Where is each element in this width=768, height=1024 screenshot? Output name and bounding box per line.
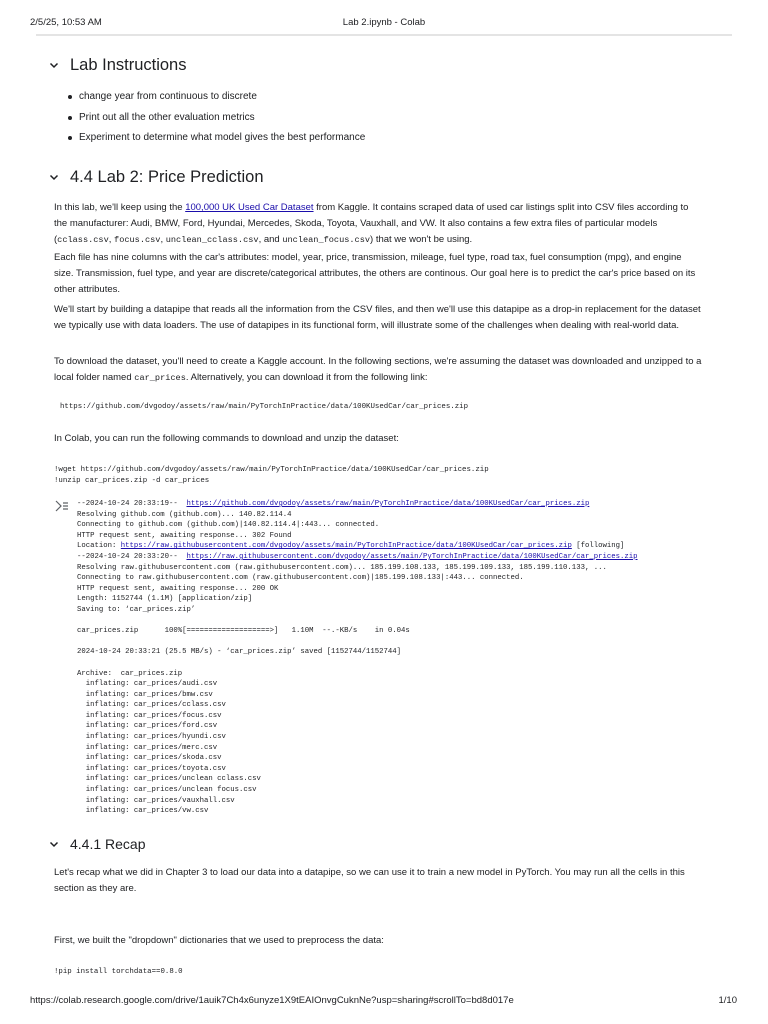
output-line: inflating: car_prices/focus.csv xyxy=(77,711,222,720)
section-heading: 4.4 Lab 2: Price Prediction xyxy=(70,167,264,186)
paragraph: In this lab, we'll keep using the 100,000 UK Used Car Dataset from Kaggle. It contains scraped data of used car listings split into CSV files according to the manufacturer: Audi, BMW, Ford, Hyundai, Mercedes, Skoda, Toyota, Vauxhall, and VW. It also contains a few extra files of particular models (cclass.csv, focus.csv, unclean_cclass.csv, and unclean_focus.csv) that we won't be using. xyxy=(54,202,689,245)
list-item: Print out all the other evaluation metrics xyxy=(79,111,365,132)
output-line: car_prices.zip 100%[===================>] 1.10M --.-KB/s in 0.04s xyxy=(77,627,410,636)
print-title: Lab 2.ipynb - Colab xyxy=(342,17,426,28)
output-line: inflating: car_prices/ford.csv xyxy=(77,722,218,731)
chevron-down-icon[interactable] xyxy=(48,169,64,185)
code-line[interactable]: !unzip car_prices.zip -d car_prices xyxy=(54,477,210,485)
paragraph: First, we built the "dropdown" dictionaries that we used to preprocess the data: xyxy=(54,935,384,946)
paragraph: We'll start by building a datapipe that reads all the information from the CSV files, and then we'll use this datapipe as a drop-in replacement for the dataset we typically use with data loaders. The use of datapipes in its functional form, will illustrate some of the challenges when dealing with real-world data. xyxy=(54,304,701,331)
output-link[interactable]: https://github.com/dvgodoy/assets/raw/main/PyTorchInPractice/data/100KUsedCar/car_prices.zip xyxy=(186,500,590,508)
instructions-list xyxy=(79,90,365,152)
output-line: 2024-10-24 20:33:21 (25.5 MB/s) - ‘car_prices.zip’ saved [1152744/1152744] xyxy=(77,648,402,657)
output-line: Connecting to github.com (github.com)|140.82.114.4|:443... connected. xyxy=(77,521,380,530)
output-line: --2024-10-24 20:33:19-- https://github.com/dvgodoy/assets/raw/main/PyTorchInPractice/data/100KUsedCar/car_prices.zip xyxy=(77,500,590,508)
header-divider xyxy=(36,34,732,36)
cell-output xyxy=(77,499,638,817)
print-datetime: 2/5/25, 10:53 AM xyxy=(30,17,102,28)
download-link-block: https://github.com/dvgodoy/assets/raw/main/PyTorchInPractice/data/100KUsedCar/car_prices.zip xyxy=(60,403,469,411)
output-line: inflating: car_prices/vw.csv xyxy=(77,807,209,816)
output-line xyxy=(77,637,638,648)
section-recap[interactable] xyxy=(48,833,146,855)
dataset-link[interactable]: 100,000 UK Used Car Dataset xyxy=(185,202,314,213)
code-line[interactable]: !wget https://github.com/dvgodoy/assets/raw/main/PyTorchInPractice/data/100KUsedCar/car_prices.zip xyxy=(54,466,489,474)
output-line: HTTP request sent, awaiting response... 200 OK xyxy=(77,584,279,593)
paragraph: In Colab, you can run the following commands to download and unzip the dataset: xyxy=(54,433,399,444)
paragraph: Let's recap what we did in Chapter 3 to load our data into a datapipe, so we can use it to train a new model in PyTorch. You may run all the cells in this section as they are. xyxy=(54,867,685,894)
output-line: Connecting to raw.githubusercontent.com (raw.githubusercontent.com)|185.199.108.133|:443... connected. xyxy=(77,574,524,583)
page-number: 1/10 xyxy=(718,995,737,1006)
output-line xyxy=(77,658,638,669)
output-line: Saving to: ‘car_prices.zip’ xyxy=(77,605,196,614)
output-link[interactable]: https://raw.githubusercontent.com/dvgodoy/assets/main/PyTorchInPractice/data/100KUsedCar/car_prices.zip xyxy=(120,542,572,551)
output-line: HTTP request sent, awaiting response... 302 Found xyxy=(77,531,292,540)
print-footer xyxy=(0,995,768,1009)
output-line xyxy=(77,616,638,627)
page-url: https://colab.research.google.com/drive/1auik7Ch4x6unyze1X9tEAIOnvgCuknNe?usp=sharing#scrollTo=bd8d017e xyxy=(30,995,514,1006)
output-line: inflating: car_prices/audi.csv xyxy=(77,680,218,689)
output-line: inflating: car_prices/bmw.csv xyxy=(77,690,213,699)
output-line: inflating: car_prices/toyota.csv xyxy=(77,764,226,773)
output-line: Location: https://raw.githubusercontent.com/dvgodoy/assets/main/PyTorchInPractice/data/100KUsedCar/car_prices.zip [following] xyxy=(77,542,625,551)
paragraph: Each file has nine columns with the car's attributes: model, year, price, transmission, mileage, fuel type, road tax, fuel consumption (mpg), and engine size. Transmission, fuel type, and year are discrete/categorical attributes, the others are continous. Our goal here is to predict the car's price based on its other attributes. xyxy=(54,252,696,295)
output-line: Resolving github.com (github.com)... 140.82.114.4 xyxy=(77,510,292,519)
output-line: Length: 1152744 (1.1M) [application/zip] xyxy=(77,595,253,604)
output-line: inflating: car_prices/merc.csv xyxy=(77,743,218,752)
section-heading: 4.4.1 Recap xyxy=(70,836,146,852)
chevron-down-icon[interactable] xyxy=(48,57,64,73)
section-lab2[interactable] xyxy=(48,166,264,188)
chevron-down-icon[interactable] xyxy=(48,836,64,852)
output-line: inflating: car_prices/vauxhall.csv xyxy=(77,796,235,805)
section-lab-instructions[interactable] xyxy=(48,54,186,76)
section-heading: Lab Instructions xyxy=(70,55,187,74)
output-link[interactable]: https://raw.githubusercontent.com/dvgodoy/assets/main/PyTorchInPractice/data/100KUsedCar/car_prices.zip xyxy=(186,552,638,561)
output-line: inflating: car_prices/unclean cclass.csv xyxy=(77,775,261,784)
list-item: Experiment to determine what model gives the best performance xyxy=(79,131,365,152)
output-line: --2024-10-24 20:33:20-- https://raw.githubusercontent.com/dvgodoy/assets/main/PyTorchInPractice/data/100KUsedCar/car_prices.zip xyxy=(77,552,638,561)
list-item: change year from continuous to discrete xyxy=(79,90,365,111)
output-line: inflating: car_prices/skoda.csv xyxy=(77,754,222,763)
code-line[interactable]: !pip install torchdata==0.8.0 xyxy=(54,968,183,976)
output-line: Archive: car_prices.zip xyxy=(77,669,183,678)
output-line: inflating: car_prices/cclass.csv xyxy=(77,701,226,710)
output-line: inflating: car_prices/unclean focus.csv xyxy=(77,786,257,795)
output-line: inflating: car_prices/hyundi.csv xyxy=(77,733,226,742)
paragraph: To download the dataset, you'll need to create a Kaggle account. In the following sections, we're assuming the dataset was downloaded and unzipped to a local folder named car_prices. Alternatively, you can download it from the following link: xyxy=(54,356,702,383)
output-arrow-icon[interactable] xyxy=(55,499,69,513)
print-header xyxy=(0,17,768,31)
output-line: Resolving raw.githubusercontent.com (raw.githubusercontent.com)... 185.199.108.133, 185.199.109.133, 185.199.110.133, ... xyxy=(77,563,607,572)
